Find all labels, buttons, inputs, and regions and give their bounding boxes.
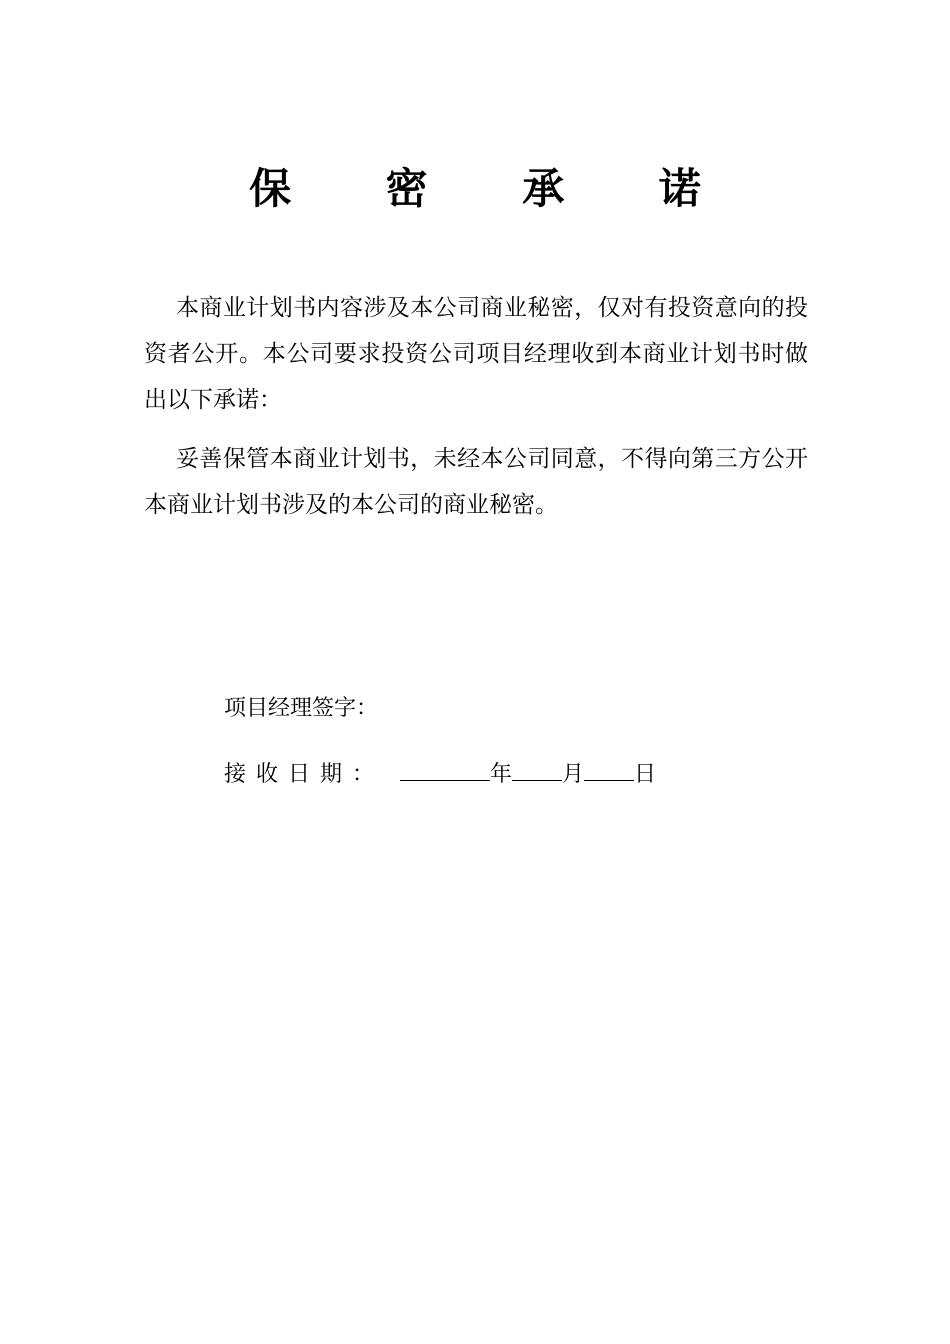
year-label: 年 <box>490 762 513 787</box>
month-blank <box>512 758 562 781</box>
paragraph-confidentiality-intro: 本商业计划书内容涉及本公司商业秘密，仅对有投资意向的投资者公开。本公司要求投资公司项目经理收到本商业计划书时做出以下承诺： <box>144 295 808 413</box>
receipt-date-line <box>224 758 656 790</box>
page-title: 保 密 承 诺 <box>249 164 741 213</box>
date-label: 接收日期： <box>224 762 385 787</box>
paragraph-commitment: 妥善保管本商业计划书，未经本公司同意，不得向第三方公开本商业计划书涉及的本公司的商业秘密。 <box>144 446 808 518</box>
year-blank <box>400 758 490 781</box>
day-label: 日 <box>634 762 657 787</box>
month-label: 月 <box>562 762 585 787</box>
signature-label: 项目经理签字： <box>224 696 379 721</box>
signature-line <box>224 694 378 724</box>
day-blank <box>584 758 634 781</box>
